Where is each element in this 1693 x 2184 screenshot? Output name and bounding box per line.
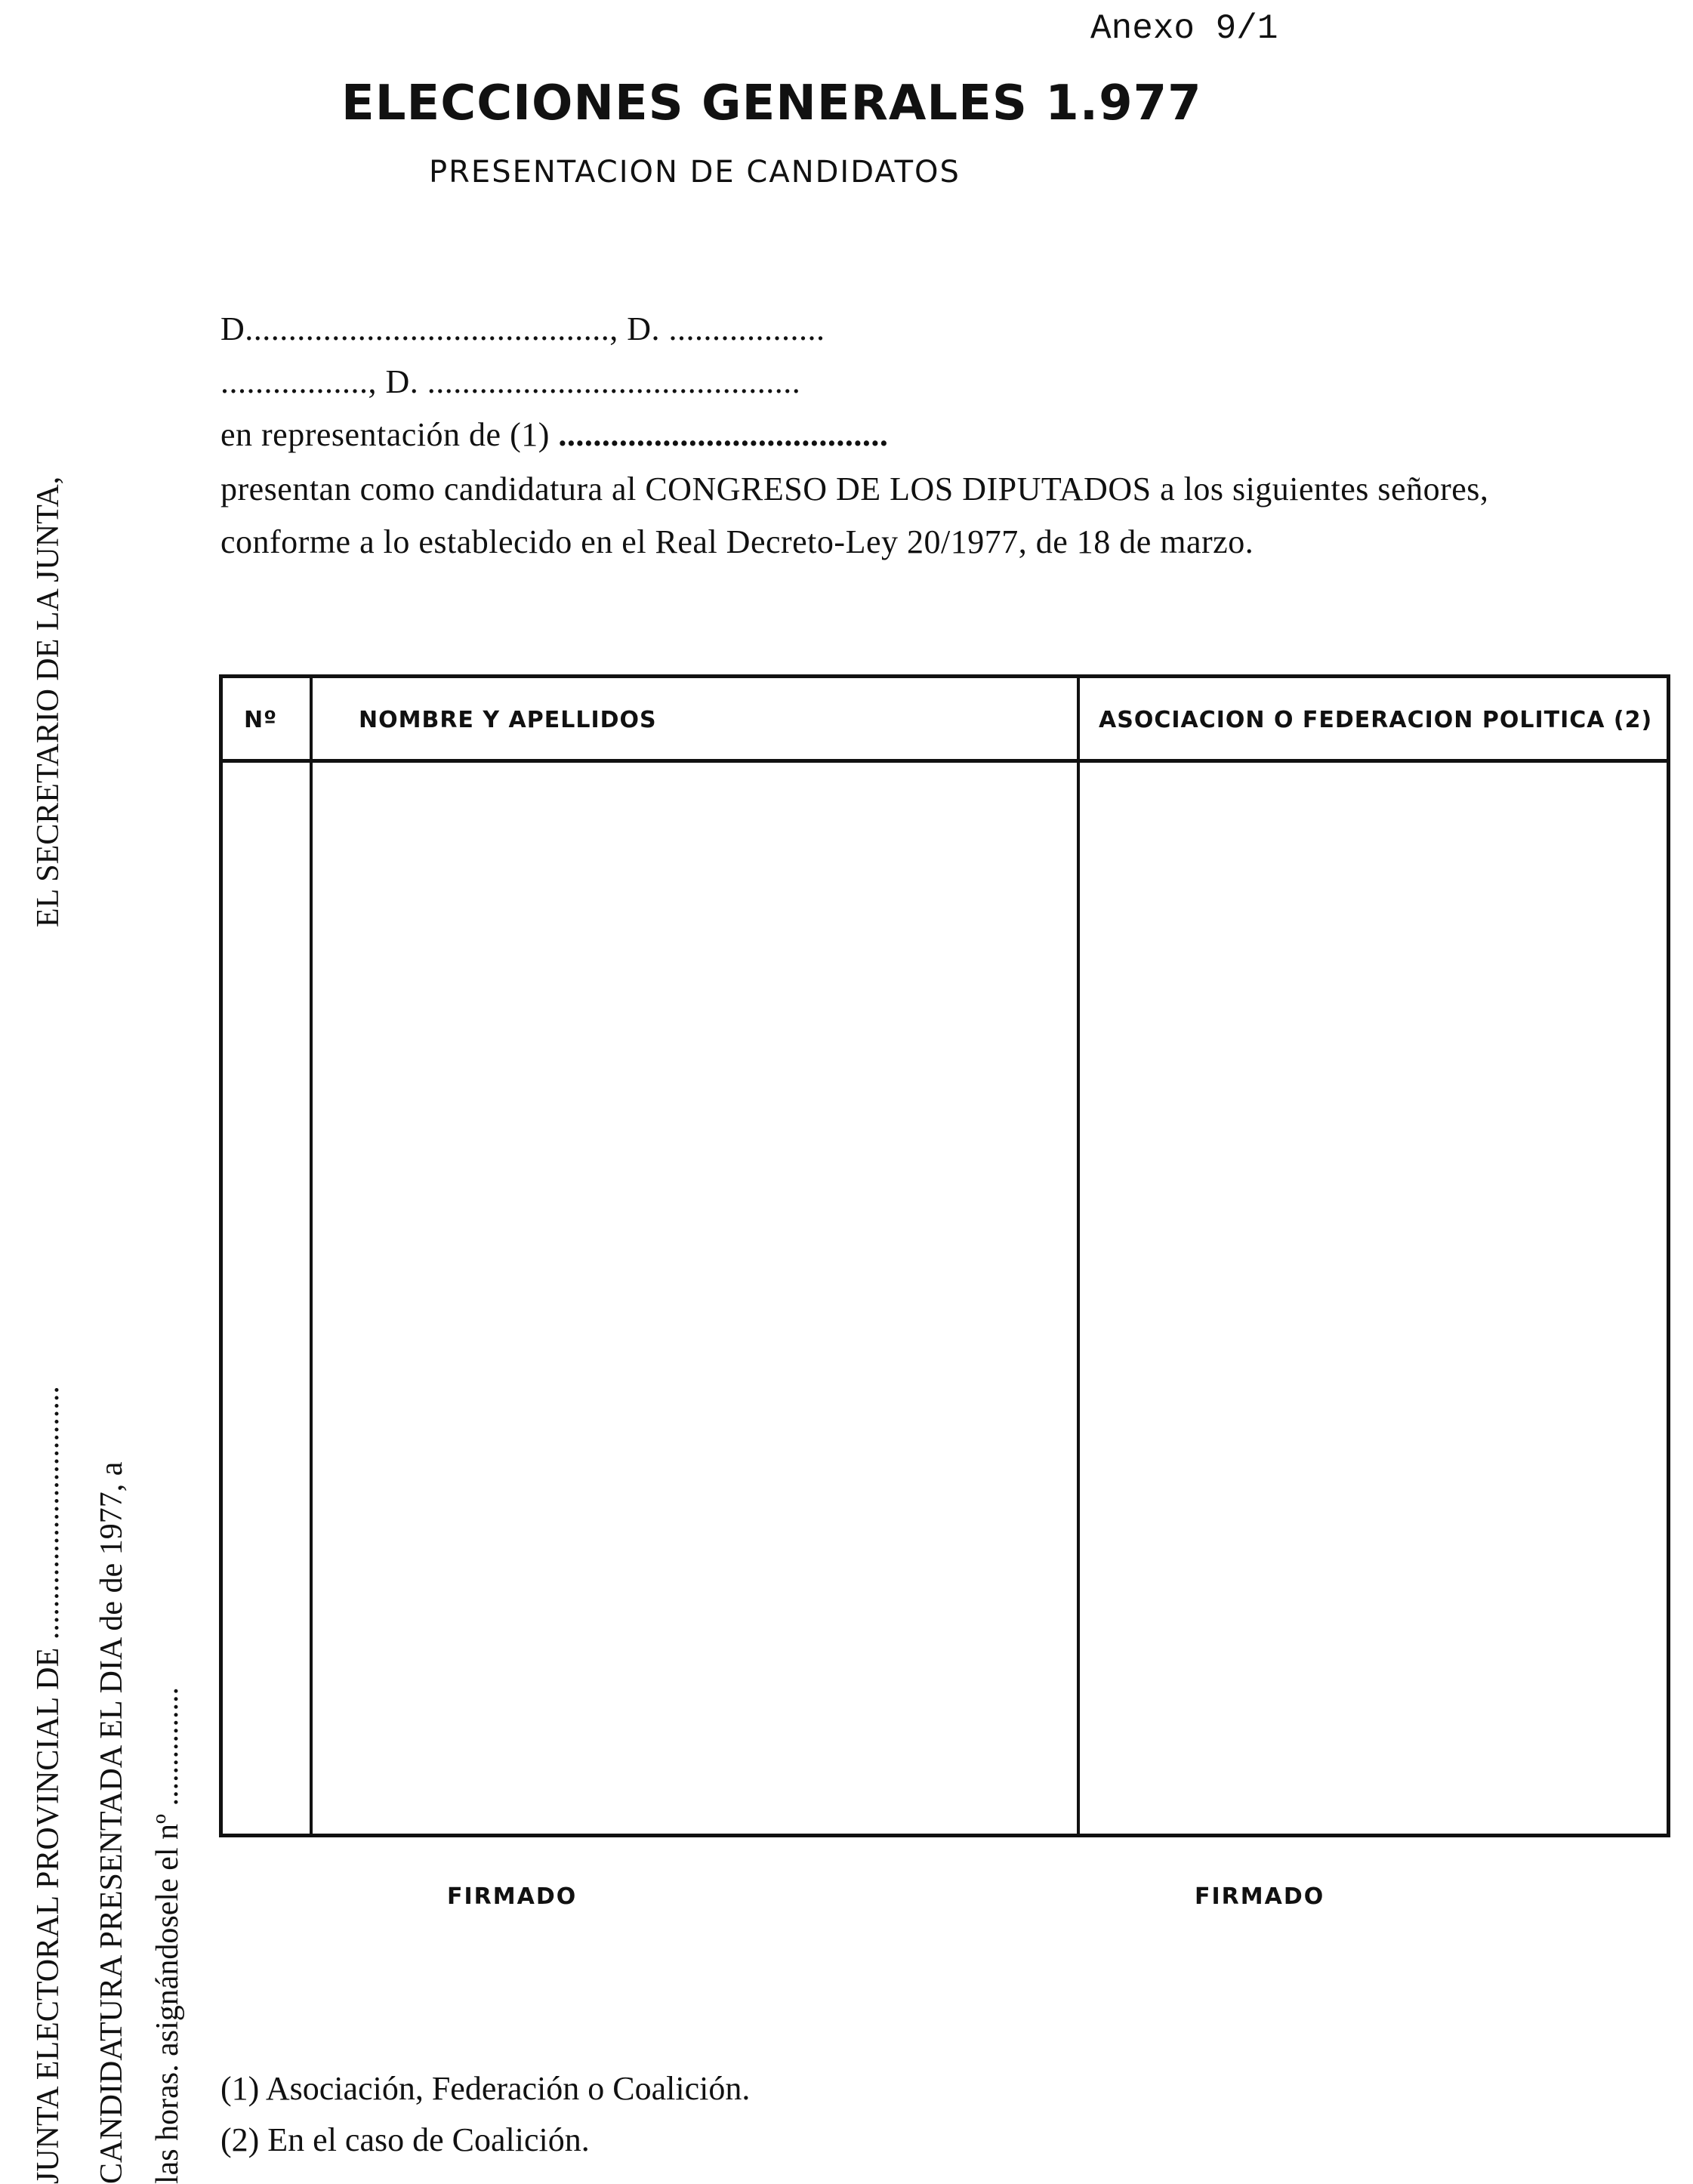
column-header-association: ASOCIACION O FEDERACION POLITICA (2) bbox=[1099, 707, 1653, 733]
page-title: ELECCIONES GENERALES 1.977 bbox=[341, 76, 1202, 131]
annex-number: Anexo 9/1 bbox=[1090, 9, 1278, 48]
representatives-line-1: D.........................................., D. .................. bbox=[220, 310, 825, 347]
candidacy-text-c: a los siguientes señores, bbox=[1151, 470, 1489, 507]
page-subtitle: PRESENTACION DE CANDIDATOS bbox=[429, 155, 961, 190]
column-header-number: Nº bbox=[244, 707, 278, 733]
representatives-line-2: ................., D. ........................................... bbox=[220, 363, 801, 400]
column-divider bbox=[310, 678, 313, 1834]
registration-number-line: las horas. asignándosele el nº ............... bbox=[150, 1686, 185, 2184]
signature-label-right: FIRMADO bbox=[1195, 1883, 1325, 1910]
representation-label: en representación de (1) bbox=[220, 416, 559, 453]
congress-name: CONGRESO DE LOS DIPUTADOS bbox=[645, 470, 1152, 507]
table-header bbox=[223, 678, 1667, 763]
candidacy-text-a: presentan como candidatura al bbox=[220, 470, 646, 507]
column-divider bbox=[1077, 678, 1080, 1834]
signature-label-left: FIRMADO bbox=[447, 1883, 578, 1910]
candidates-table bbox=[219, 674, 1670, 1837]
column-header-name: NOMBRE Y APELLIDOS bbox=[359, 707, 657, 733]
legal-basis-line: conforme a lo establecido en el Real Decreto-Ley 20/1977, de 18 de marzo. bbox=[220, 523, 1254, 560]
junta-line: JUNTA ELECTORAL PROVINCIAL DE ................................ bbox=[31, 1386, 66, 2184]
candidacy-date-line: CANDIDATURA PRESENTADA EL DIA de de 1977, a bbox=[94, 1461, 129, 2184]
representation-line bbox=[220, 415, 888, 454]
footnote-2: (2) En el caso de Coalición. bbox=[220, 2121, 590, 2158]
footnote-1: (1) Asociación, Federación o Coalición. bbox=[220, 2070, 751, 2107]
candidacy-line bbox=[220, 470, 1488, 508]
secretary-label: EL SECRETARIO DE LA JUNTA, bbox=[31, 476, 66, 927]
representation-blank: ...................................... bbox=[558, 416, 889, 453]
